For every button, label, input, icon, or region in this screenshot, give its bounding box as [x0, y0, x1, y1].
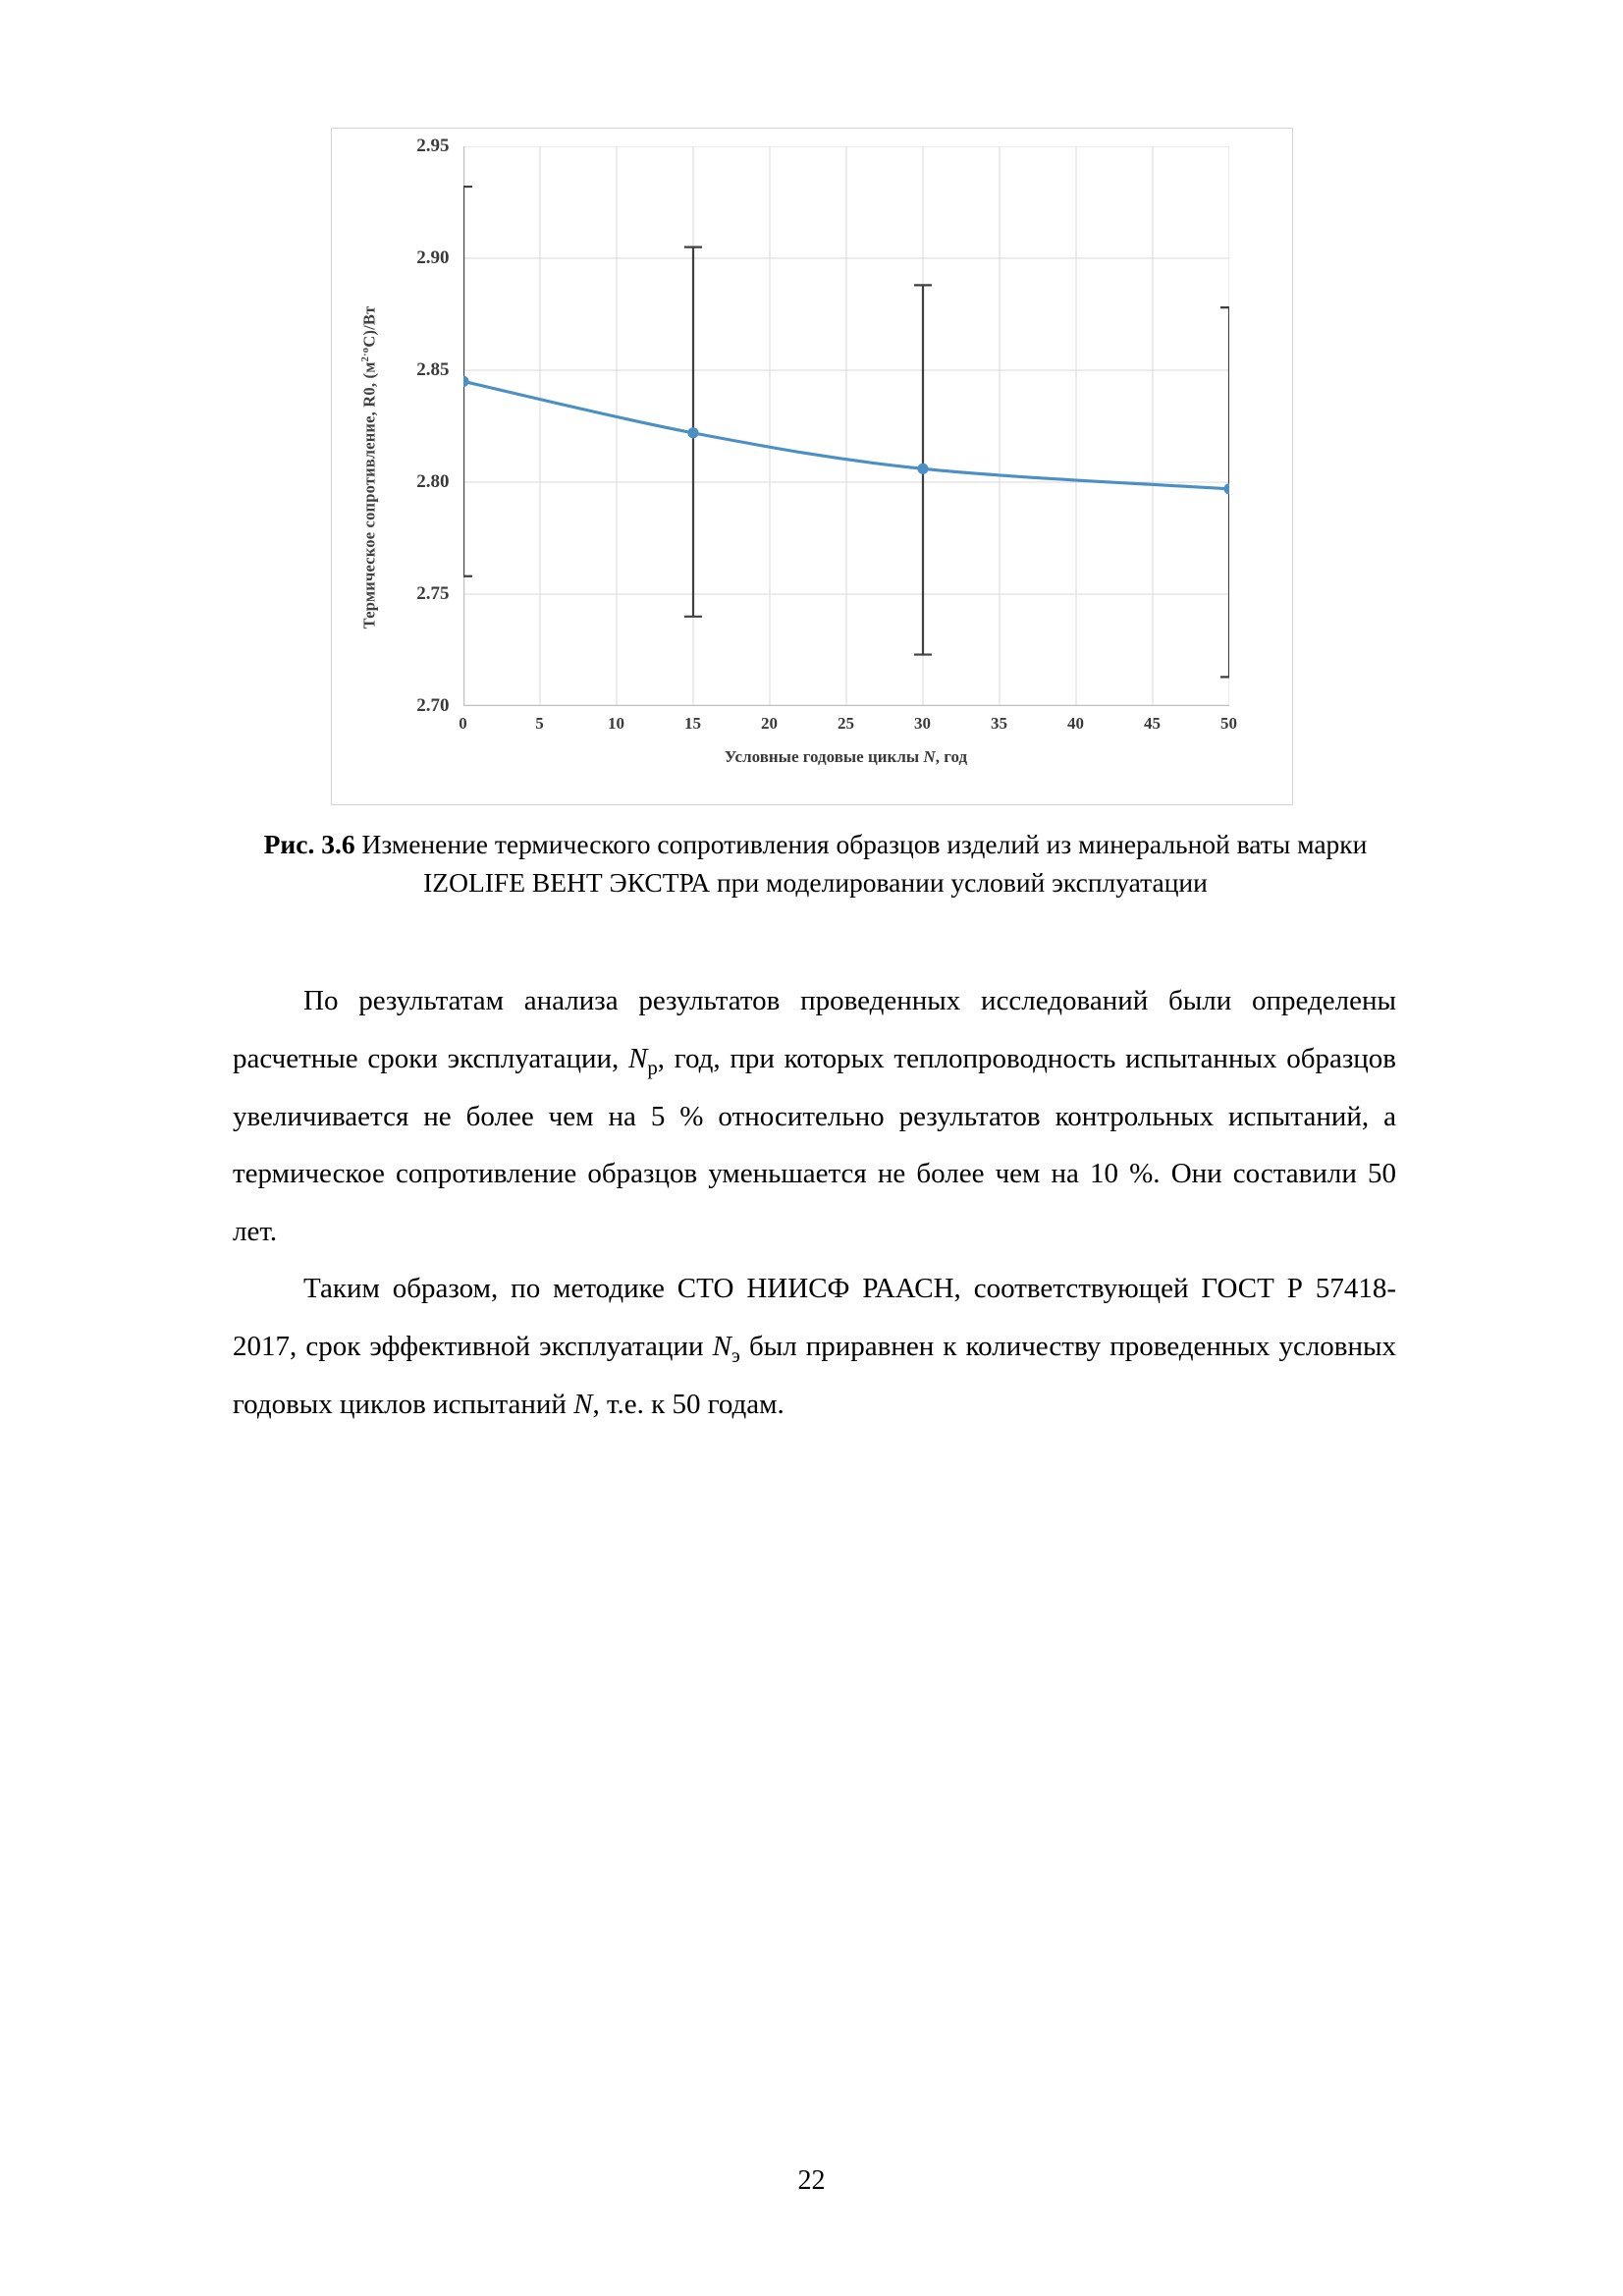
y-axis-ticks: [387, 136, 458, 716]
y-axis-title-main: Термическое сопротивление, R0, (м: [359, 361, 379, 629]
line-chart-svg: [463, 146, 1229, 706]
y-axis-tick-label: 2.80: [416, 471, 450, 492]
plot-wrapper: [387, 136, 1269, 785]
paragraph-2-part-2: был приравнен к количеству проведенных условных годовых циклов испытаний: [233, 1330, 1397, 1420]
y-axis-title: [353, 129, 387, 806]
x-axis-tick-label: 30: [914, 714, 931, 733]
y-axis-tick-label: 2.75: [416, 583, 450, 604]
figure-caption-label: Рис. 3.6: [263, 829, 355, 859]
y-axis-title-superscript: 2·о: [360, 347, 371, 362]
paragraph-2-subscript-e: э: [730, 1342, 740, 1367]
plot-area: [463, 146, 1229, 706]
paragraph-2-part-1: Таким образом, по методике СТО НИИСФ РААСН, соответствующей ГОСТ Р 57418-2017, срок эффективной эксплуатации: [233, 1273, 1396, 1362]
data-point-marker: [917, 464, 928, 474]
paragraph-1-part-1: По результатам анализа результатов проведенных исследований были определены расчетные сроки эксплуатации,: [233, 985, 1396, 1074]
body-text: [233, 972, 1396, 1433]
x-axis-tick-label: 50: [1220, 714, 1237, 733]
paragraph-1-variable-n: N: [628, 1042, 648, 1074]
paragraph-1-subscript-r: р: [647, 1055, 658, 1079]
x-axis-tick-label: 15: [684, 714, 701, 733]
x-axis-tick-label: 0: [459, 714, 467, 733]
paragraph-2-variable-n: N: [573, 1388, 593, 1420]
paragraph-1-part-2: , год, при которых теплопроводность испытанных образцов увеличивается не более чем на 5 % относительно результатов контрольных испытаний, а термическое сопротивление образцов уменьшается не более чем на 10 %. Они составили 50 лет.: [233, 1042, 1396, 1247]
x-axis-title: [463, 747, 1229, 767]
data-point-marker: [463, 376, 469, 387]
x-axis-tick-label: 25: [838, 714, 854, 733]
chart-container: [331, 128, 1293, 805]
figure-block: [0, 128, 1623, 805]
x-axis-ticks: [459, 714, 1237, 739]
x-axis-tick-label: 10: [608, 714, 624, 733]
x-axis-tick-label: 20: [761, 714, 778, 733]
x-axis-tick-label: 45: [1144, 714, 1161, 733]
paragraph-2-variable-n-eff: N: [712, 1330, 731, 1362]
x-axis-title-text: Условные годовые циклы N, год: [724, 747, 968, 766]
figure-caption: [234, 825, 1397, 902]
paragraph-1: [233, 972, 1396, 1260]
y-axis-tick-label: 2.95: [416, 136, 450, 156]
y-axis-tick-label: 2.85: [416, 359, 450, 380]
page-number: 22: [797, 2165, 826, 2196]
paragraph-2-part-3: , т.е. к 50 годам.: [592, 1388, 784, 1420]
figure-caption-text: Изменение термического сопротивления образцов изделий из минеральной ваты марки IZOLIFE ВЕНТ ЭКСТРА при моделировании условий эксплуатации: [354, 829, 1368, 899]
x-axis-tick-label: 40: [1067, 714, 1084, 733]
x-axis-tick-label: 35: [991, 714, 1007, 733]
y-axis-tick-label: 2.90: [416, 247, 450, 268]
x-axis-tick-label: 5: [535, 714, 544, 733]
y-axis-title-tail: С)/Вт: [359, 305, 379, 348]
paragraph-2: [233, 1260, 1396, 1433]
data-point-marker: [1223, 483, 1229, 494]
y-axis-tick-label: 2.70: [416, 695, 450, 716]
data-point-marker: [687, 427, 698, 438]
